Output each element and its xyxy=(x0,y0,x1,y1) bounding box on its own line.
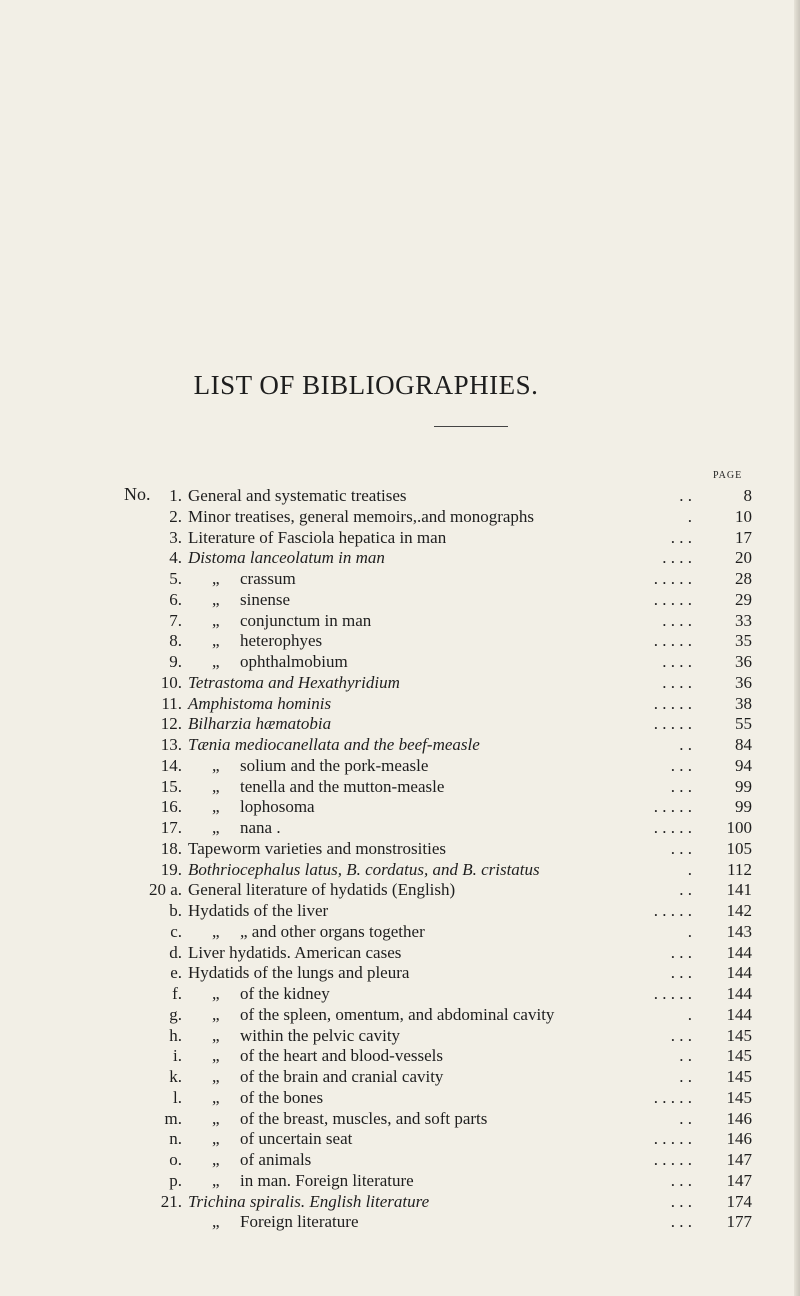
leader-dots: . . . . . xyxy=(653,901,692,920)
entry-title: of the bones xyxy=(240,1087,324,1107)
list-item xyxy=(124,839,764,860)
leader-dots: . . . . . xyxy=(653,818,692,837)
entry-number: 1. xyxy=(169,486,182,505)
entry-title: lophosoma xyxy=(240,797,315,817)
entry-number: 3. xyxy=(169,527,182,547)
entry-number: 17. xyxy=(160,818,182,837)
ditto-mark: „ xyxy=(212,818,220,837)
list-item xyxy=(124,507,764,528)
entry-number: k. xyxy=(169,1067,182,1086)
ditto-mark: „ xyxy=(212,797,220,817)
ditto-mark: „ xyxy=(212,1067,220,1086)
leader-dots: . . . xyxy=(670,942,692,962)
entry-page: 38 xyxy=(735,693,752,713)
entry-number: n. xyxy=(169,1129,182,1149)
entry-title: Tetrastoma and Hexathyridium xyxy=(188,672,400,692)
leader-dots: . . . . . xyxy=(653,1150,692,1169)
list-item xyxy=(124,1171,764,1192)
leader-dots: . . . . xyxy=(662,610,692,630)
leader-dots: . xyxy=(687,921,692,941)
ditto-mark: „ xyxy=(212,1004,220,1024)
entry-page: 142 xyxy=(726,901,752,920)
list-item xyxy=(124,756,764,777)
entry-number: h. xyxy=(169,1025,182,1045)
ditto-mark: „ xyxy=(212,1212,220,1232)
leader-dots: . . . xyxy=(670,1025,692,1045)
list-item xyxy=(124,1150,764,1171)
entry-number: 11. xyxy=(161,693,182,713)
entry-title: of animals xyxy=(240,1150,312,1169)
list-item xyxy=(124,1005,764,1026)
entry-page: 147 xyxy=(726,1150,752,1169)
list-item xyxy=(124,1088,764,1109)
entry-page: 146 xyxy=(726,1129,752,1149)
leader-dots: . . xyxy=(679,1108,692,1128)
entry-number: 10. xyxy=(160,672,182,692)
entry-page: 144 xyxy=(726,984,752,1003)
entry-number: 20 a. xyxy=(148,880,182,900)
entry-number: 8. xyxy=(169,631,182,651)
entry-page: 112 xyxy=(727,859,752,879)
entry-page: 99 xyxy=(735,776,752,796)
entry-number: 19. xyxy=(160,859,182,879)
entry-title: Hydatids of the liver xyxy=(188,901,329,920)
list-item xyxy=(124,1109,764,1130)
leader-dots: . . xyxy=(679,880,692,900)
number-column-label: No. xyxy=(124,484,151,504)
list-item xyxy=(124,1212,764,1233)
leader-dots: . xyxy=(687,859,692,879)
entry-title: crassum xyxy=(240,569,296,588)
entry-title: of the heart and blood-vessels xyxy=(240,1046,443,1066)
leader-dots: . . . . . xyxy=(653,631,692,651)
entry-title: Distoma lanceolatum in man xyxy=(188,548,385,568)
list-item xyxy=(124,590,764,611)
entry-title: solium and the pork-measle xyxy=(240,755,429,775)
list-item xyxy=(124,569,764,590)
list-item xyxy=(124,777,764,798)
list-item xyxy=(124,1026,764,1047)
leader-dots: . . . xyxy=(670,838,692,858)
entry-title: Tænia mediocanellata and the beef-measle xyxy=(188,735,480,754)
entry-number: o. xyxy=(169,1150,182,1169)
leader-dots: . . . . xyxy=(662,652,692,671)
leader-dots: . . . . . xyxy=(653,1129,692,1149)
leader-dots: . xyxy=(687,1004,692,1024)
entry-title: within the pelvic cavity xyxy=(240,1025,401,1045)
entry-number: c. xyxy=(170,921,182,941)
ditto-mark: „ xyxy=(212,984,220,1003)
entry-title: ophthalmobium xyxy=(240,652,348,671)
list-item xyxy=(124,984,764,1005)
leader-dots: . . . . . xyxy=(653,569,692,588)
ditto-mark: „ xyxy=(212,1025,220,1045)
entry-page: 145 xyxy=(726,1025,752,1045)
list-item xyxy=(124,528,764,549)
ditto-mark: „ xyxy=(212,1046,220,1066)
entry-page: 147 xyxy=(726,1170,752,1190)
leader-dots: . . . . . xyxy=(653,589,692,609)
bibliography-list xyxy=(124,486,764,1233)
entry-page: 8 xyxy=(743,486,752,505)
list-item xyxy=(124,673,764,694)
entry-number: 9. xyxy=(169,652,182,671)
entry-page: 105 xyxy=(726,838,752,858)
ditto-mark: „ xyxy=(212,631,220,651)
ditto-mark: „ xyxy=(212,921,220,941)
entry-page: 143 xyxy=(726,921,752,941)
list-item xyxy=(124,880,764,901)
entry-title: Foreign literature xyxy=(240,1212,359,1232)
entry-page: 35 xyxy=(735,631,752,651)
leader-dots: . . . . . xyxy=(653,984,692,1003)
leader-dots: . . . xyxy=(670,755,692,775)
entry-number: g. xyxy=(169,1004,182,1024)
entry-number: 12. xyxy=(160,714,182,734)
entry-number: 18. xyxy=(160,838,182,858)
entry-title: of the brain and cranial cavity xyxy=(240,1067,444,1086)
leader-dots: . xyxy=(687,506,692,526)
entry-number: 16. xyxy=(160,797,182,817)
leader-dots: . . xyxy=(679,486,692,505)
entry-number: 7. xyxy=(169,610,182,630)
list-item xyxy=(124,1046,764,1067)
entry-title: heterophyes xyxy=(240,631,323,651)
entry-number: 21. xyxy=(160,1191,182,1211)
list-item xyxy=(124,1067,764,1088)
leader-dots: . . . . xyxy=(662,548,692,568)
list-item xyxy=(124,1192,764,1213)
list-item xyxy=(124,963,764,984)
entry-title: Minor treatises, general memoirs,.and monographs xyxy=(188,506,535,526)
entry-number: f. xyxy=(172,984,182,1003)
entry-page: 20 xyxy=(735,548,752,568)
list-item xyxy=(124,611,764,632)
entry-page: 84 xyxy=(735,735,752,754)
leader-dots: . . . . . xyxy=(653,693,692,713)
list-item xyxy=(124,943,764,964)
entry-page: 145 xyxy=(726,1087,752,1107)
entry-page: 36 xyxy=(735,652,752,671)
entry-title: Literature of Fasciola hepatica in man xyxy=(188,527,447,547)
entry-title: Tapeworm varieties and monstrosities xyxy=(188,838,446,858)
entry-title: nana . xyxy=(240,818,281,837)
entry-number: d. xyxy=(169,942,182,962)
ditto-mark: „ xyxy=(212,589,220,609)
ditto-mark: „ xyxy=(212,652,220,671)
leader-dots: . . . . . xyxy=(653,714,692,734)
leader-dots: . . xyxy=(679,1067,692,1086)
entry-page: 28 xyxy=(735,569,752,588)
entry-page: 144 xyxy=(726,942,752,962)
leader-dots: . . . . xyxy=(662,672,692,692)
ditto-mark: „ xyxy=(212,569,220,588)
entry-number: i. xyxy=(173,1046,182,1066)
list-item xyxy=(124,922,764,943)
entry-title: General and systematic treatises xyxy=(188,486,407,505)
entry-page: 17 xyxy=(735,527,752,547)
entry-page: 145 xyxy=(726,1067,752,1086)
leader-dots: . . . xyxy=(670,1212,692,1232)
entry-page: 94 xyxy=(735,755,752,775)
entry-title: Bothriocephalus latus, B. cordatus, and B. cristatus xyxy=(188,859,540,879)
entry-number: 13. xyxy=(160,735,182,754)
list-item xyxy=(124,631,764,652)
entry-title: sinense xyxy=(240,589,291,609)
entry-title: General literature of hydatids (English) xyxy=(188,880,456,900)
entry-number: 15. xyxy=(160,776,182,796)
ditto-mark: „ xyxy=(212,1108,220,1128)
ditto-mark: „ xyxy=(212,610,220,630)
entry-number: 14. xyxy=(160,755,182,775)
list-item xyxy=(124,486,764,507)
entry-page: 174 xyxy=(726,1191,752,1211)
title-rule xyxy=(434,426,508,427)
entry-title: Trichina spiralis. English literature xyxy=(188,1191,430,1211)
entry-page: 29 xyxy=(735,589,752,609)
leader-dots: . . . xyxy=(670,527,692,547)
list-item xyxy=(124,901,764,922)
list-item xyxy=(124,652,764,673)
entry-title: Liver hydatids. American cases xyxy=(188,942,402,962)
entry-number: b. xyxy=(169,901,182,920)
ditto-mark: „ xyxy=(212,1150,220,1169)
entry-page: 36 xyxy=(735,672,752,692)
entry-number: 6. xyxy=(169,589,182,609)
leader-dots: . . . xyxy=(670,1191,692,1211)
list-item xyxy=(124,714,764,735)
entry-title: „ and other organs together xyxy=(240,921,425,941)
leader-dots: . . . xyxy=(670,776,692,796)
entry-title: conjunctum in man xyxy=(240,610,372,630)
entry-number: l. xyxy=(173,1087,182,1107)
entry-title: of the spleen, omentum, and abdominal cavity xyxy=(240,1004,555,1024)
list-item xyxy=(124,1129,764,1150)
entry-page: 55 xyxy=(735,714,752,734)
page-title: LIST OF BIBLIOGRAPHIES. xyxy=(193,370,539,400)
leader-dots: . . xyxy=(679,1046,692,1066)
entry-page: 10 xyxy=(735,506,752,526)
entry-page: 146 xyxy=(726,1108,752,1128)
ditto-mark: „ xyxy=(212,1129,220,1149)
ditto-mark: „ xyxy=(212,776,220,796)
list-item xyxy=(124,797,764,818)
list-item xyxy=(124,860,764,881)
entry-page: 144 xyxy=(726,1004,752,1024)
leader-dots: . . . . . xyxy=(653,1087,692,1107)
list-item xyxy=(124,818,764,839)
entry-page: 145 xyxy=(726,1046,752,1066)
entry-title: of uncertain seat xyxy=(240,1129,353,1149)
ditto-mark: „ xyxy=(212,1087,220,1107)
entry-title: Bilharzia hæmatobia xyxy=(188,714,332,734)
leader-dots: . . xyxy=(679,735,692,754)
entry-title: Hydatids of the lungs and pleura xyxy=(188,963,410,983)
list-item xyxy=(124,694,764,715)
leader-dots: . . . . . xyxy=(653,797,692,817)
entry-title: of the kidney xyxy=(240,984,330,1003)
scan-edge xyxy=(794,0,800,1296)
leader-dots: . . . xyxy=(670,1170,692,1190)
entry-page: 100 xyxy=(726,818,752,837)
ditto-mark: „ xyxy=(212,755,220,775)
entry-title: Amphistoma hominis xyxy=(188,693,332,713)
page-column-header: PAGE xyxy=(713,470,743,481)
entry-page: 99 xyxy=(735,797,752,817)
entry-page: 141 xyxy=(726,880,752,900)
entry-number: e. xyxy=(170,963,182,983)
entry-page: 144 xyxy=(726,963,752,983)
entry-number: 2. xyxy=(169,506,182,526)
entry-number: m. xyxy=(164,1108,182,1128)
list-item xyxy=(124,548,764,569)
entry-title: of the breast, muscles, and soft parts xyxy=(240,1108,488,1128)
list-item xyxy=(124,735,764,756)
ditto-mark: „ xyxy=(212,1170,220,1190)
entry-title: in man. Foreign literature xyxy=(240,1170,414,1190)
entry-number: 5. xyxy=(169,569,182,588)
entry-page: 177 xyxy=(726,1212,752,1232)
entry-number: 4. xyxy=(169,548,182,568)
entry-title: tenella and the mutton-measle xyxy=(240,776,445,796)
entry-number: p. xyxy=(169,1170,182,1190)
leader-dots: . . . xyxy=(670,963,692,983)
entry-page: 33 xyxy=(735,610,752,630)
